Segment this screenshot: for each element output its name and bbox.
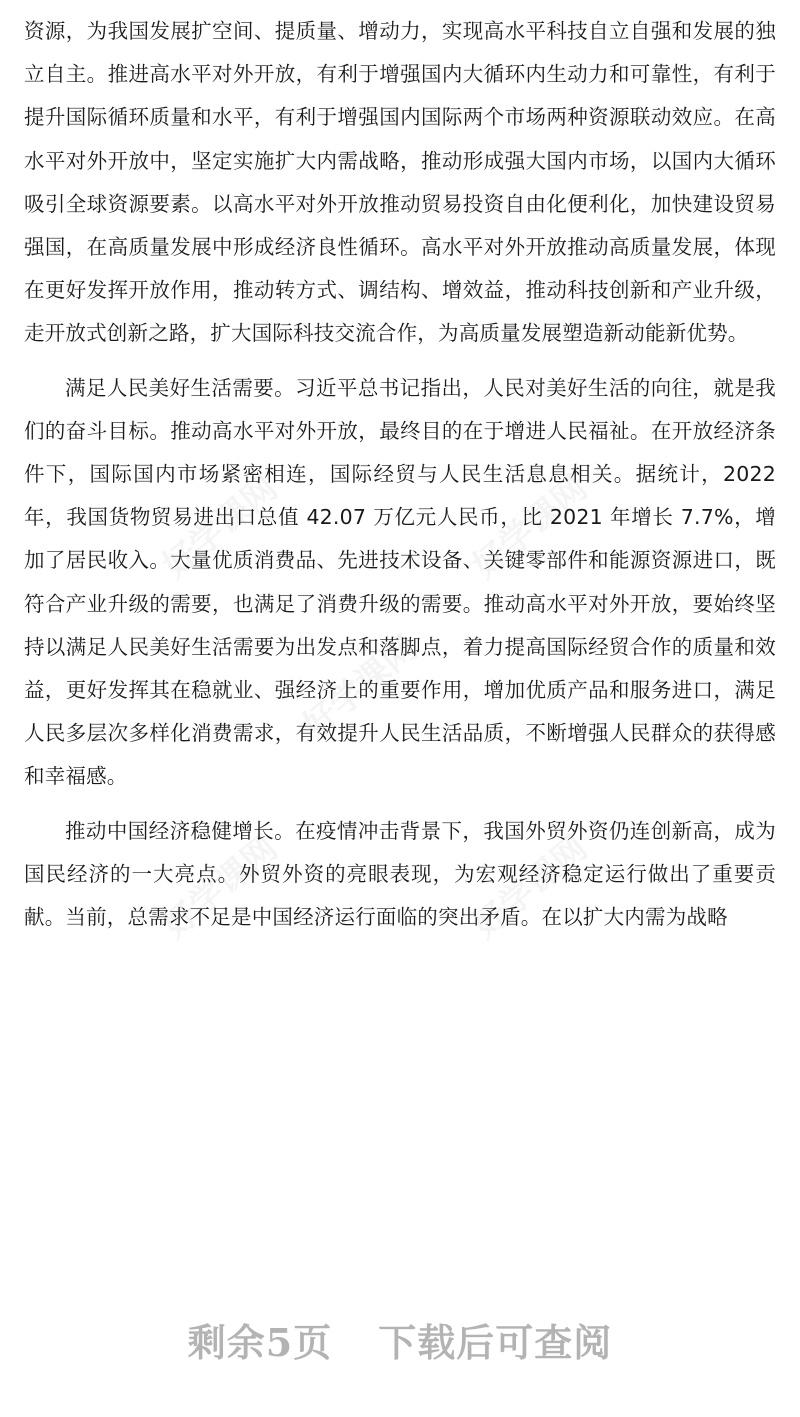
watermark: 好学课网 xyxy=(155,468,286,587)
document-body xyxy=(24,10,776,939)
paragraph-better-life-needs: 满足人民美好生活需要。习近平总书记指出，人民对美好生活的向往，就是我们的奋斗目标。推动高水平对外开放，最终目的在于增进人民福祉。在开放经济条件下，国际国内市场紧密相连，国际经贸与人民生活息息相关。据统计，2022年，我国货物贸易进出口总值 42.07 万亿元人民币，比 2021 年增长 7.7%，增加了居民收入。大量优质消费品、先进技术设备、关键零部件和能源资源进口，既符合产业升级的需要，也满足了消费升级的需要。推动高水平对外开放，要始终坚持以满足人民美好生活需要为出发点和落脚点，着力提高国际经贸合作的质量和效益，更好发挥其在稳就业、强经济上的重要作用，增加优质产品和服务进口，满足人民多层次多样化消费需求，有效提升人民生活品质，不断增强人民群众的获得感和幸福感。 xyxy=(24,375,776,789)
download-hint-label: 下载后可查阅 xyxy=(378,1320,613,1365)
remaining-pages-banner[interactable] xyxy=(0,1312,800,1367)
paragraph-opening-and-development: 资源，为我国发展扩空间、提质量、增动力，实现高水平科技自立自强和发展的独立自主。推进高水平对外开放，有利于增强国内大循环内生动力和可靠性，有利于提升国际循环质量和水平，有利于增强国内国际两个市场两种资源联动效应。在高水平对外开放中，坚定实施扩大内需战略，推动形成强大国内市场，以国内大循环吸引全球资源要素。以高水平对外开放推动贸易投资自由化便利化，加快建设贸易强国，在高质量发展中形成经济良性循环。高水平对外开放推动高质量发展，体现在更好发挥开放作用，推动转方式、调结构、增效益，推动科技创新和产业升级，走开放式创新之路，扩大国际科技交流合作，为高质量发展塑造新动能新优势。 xyxy=(24,19,776,346)
remaining-pages-label: 剩余5页 xyxy=(187,1320,333,1365)
watermark: 好学课网 xyxy=(465,468,596,587)
watermark: 好学课网 xyxy=(465,828,596,947)
watermark: 好学课网 xyxy=(155,828,286,947)
paragraph-economic-growth: 推动中国经济稳健增长。在疫情冲击背景下，我国外贸外资仍连创新高，成为国民经济的一大亮点。外贸外资的亮眼表现，为宏观经济稳定运行做出了重要贡献。当前，总需求不足是中国经济运行面临的突出矛盾。在以扩大内需为战略 xyxy=(24,818,776,930)
watermark: 好学课网 xyxy=(295,628,426,747)
